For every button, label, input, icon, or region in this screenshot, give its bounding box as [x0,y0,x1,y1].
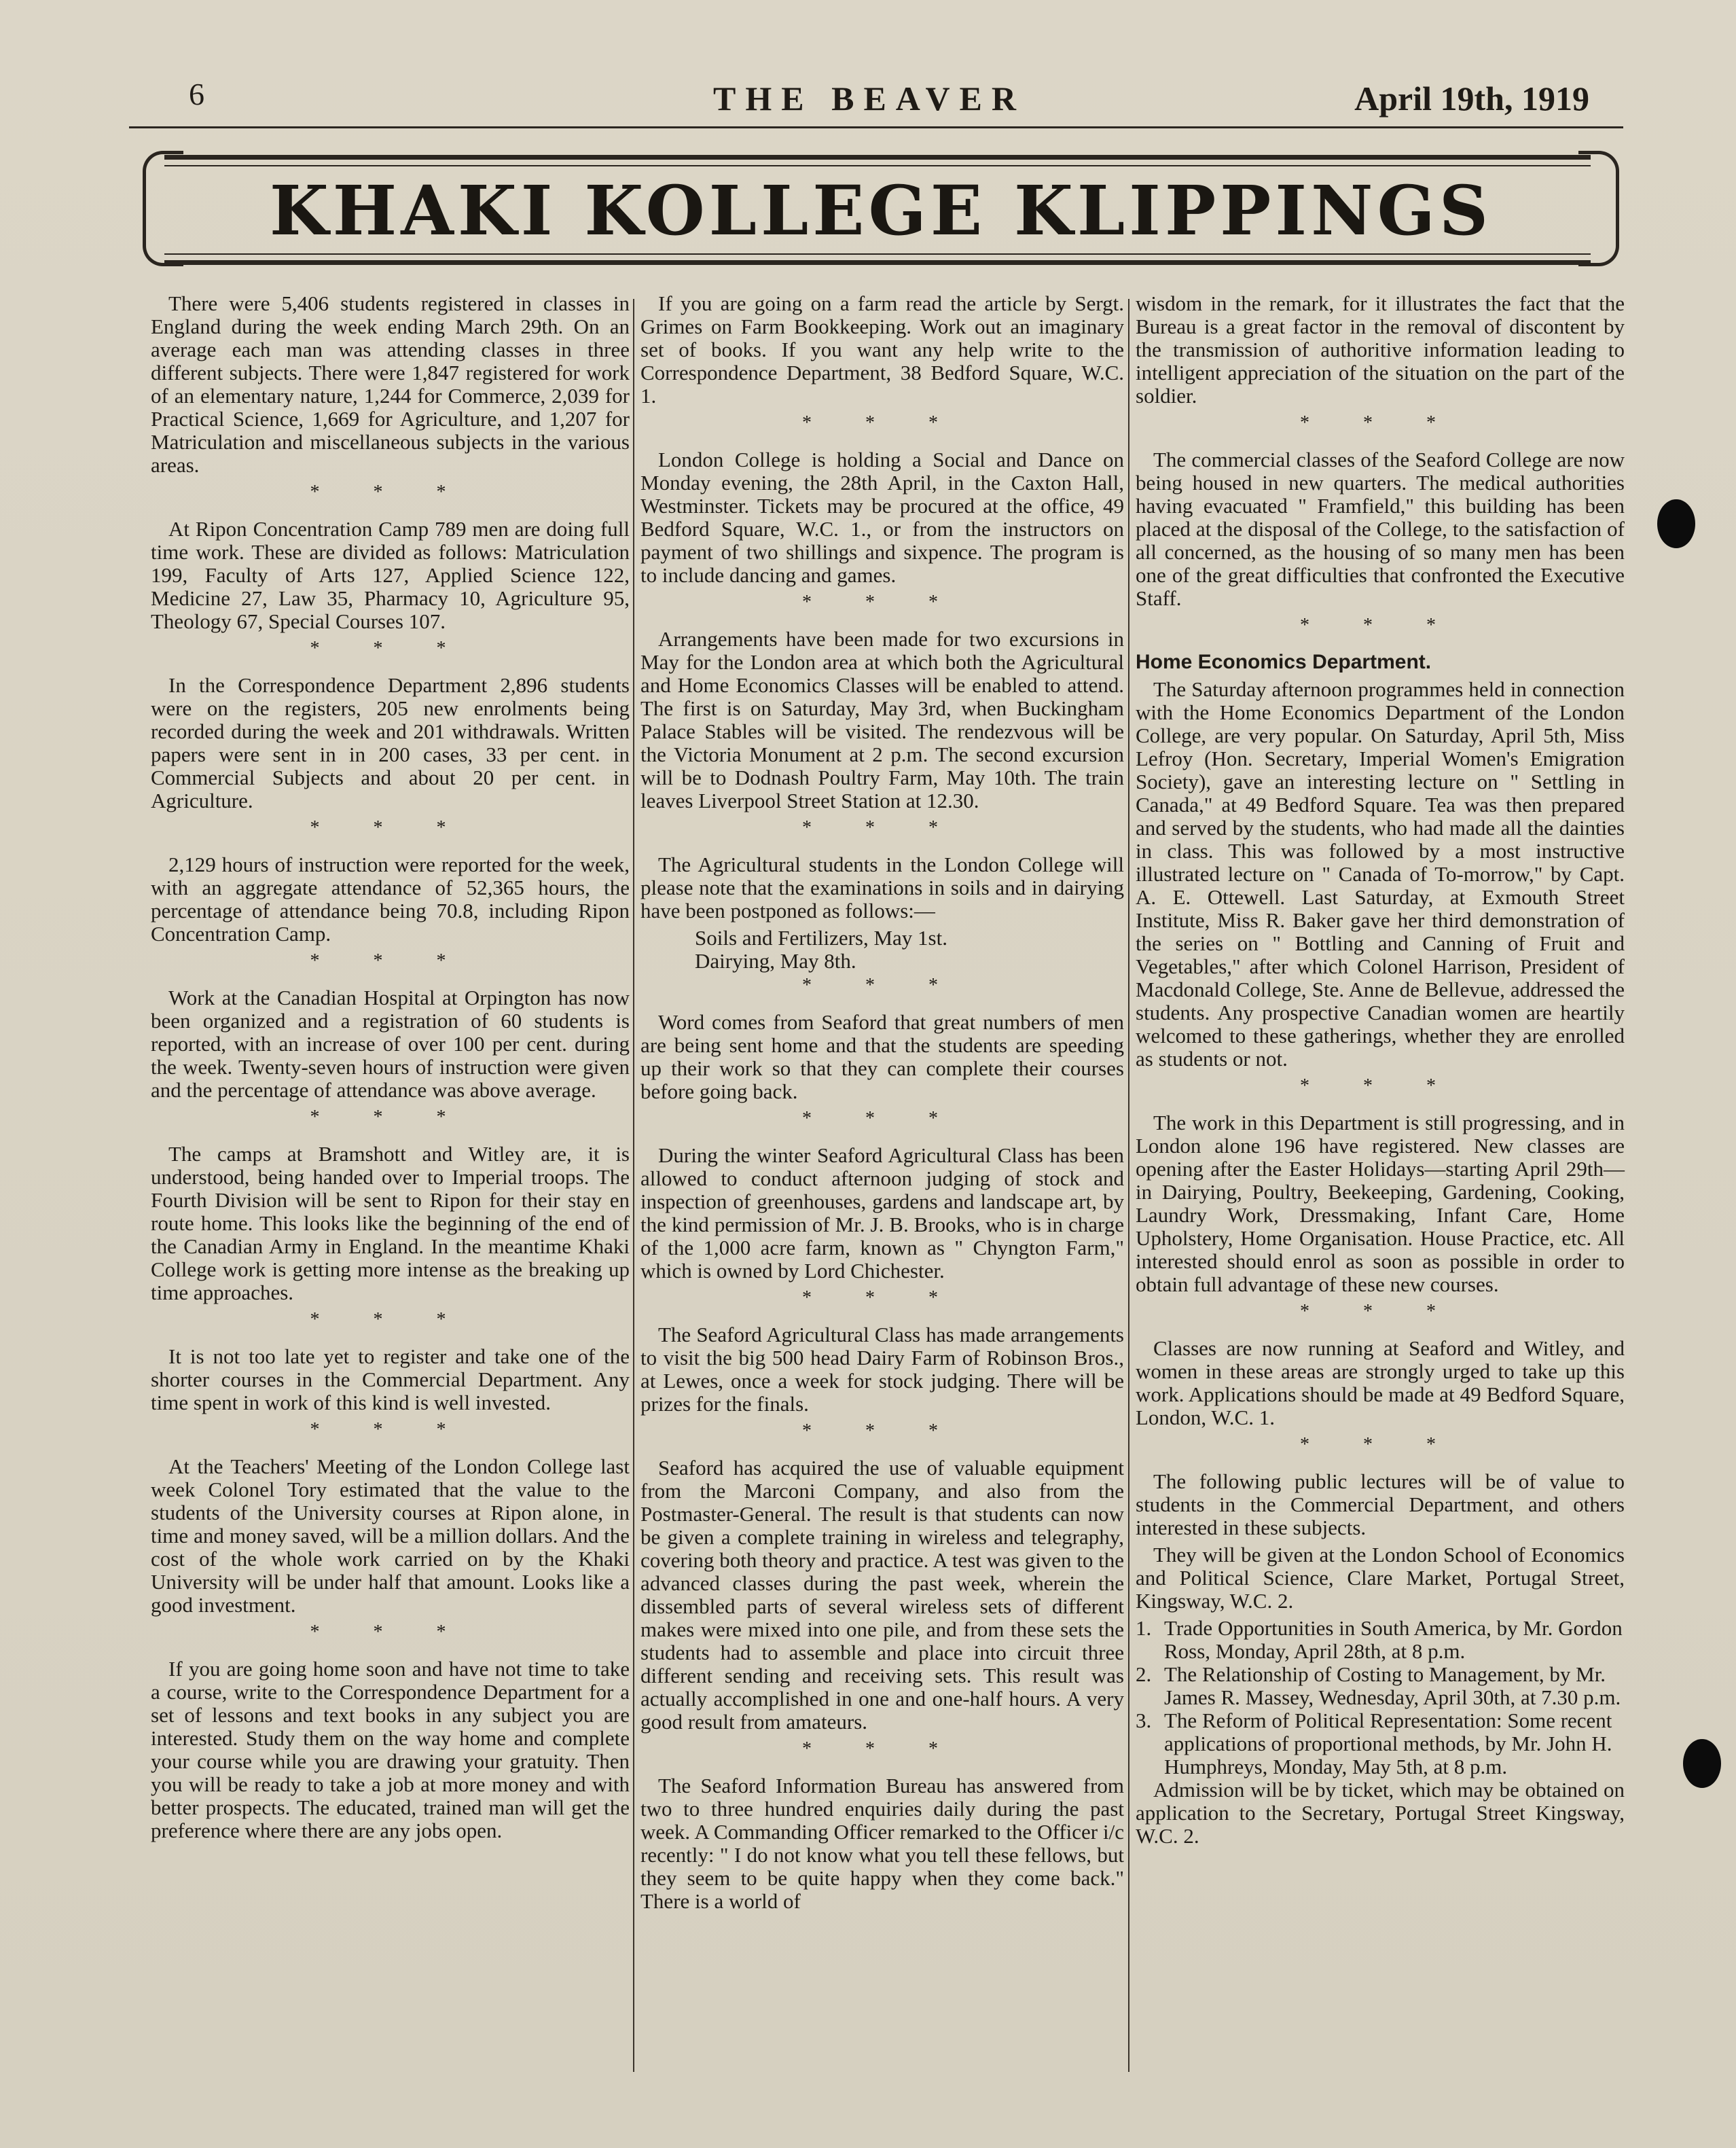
separator: * * * [310,1419,471,1440]
article-paragraph: 2,129 hours of instruction were reported for the week, with an aggregate attendance of 52,365 hours, the percentage of attendance being 70.8, including Ripon Concentration Camp. [151,853,630,946]
separator: * * * [802,975,962,996]
separator: * * * [1300,1301,1460,1322]
article-paragraph: The Saturday afternoon programmes held in connection with the Home Economics Department of the London College, are very popular. On Saturday, April 5th, Miss Lefroy (Hon. Secretary, Imperial Women's Emigration Society), gave an interesting lecture on " Settling in Canada," at 49 Bedford Square. Tea was then prepared and served by the students, who had made all the dainties in class. This was followed by a most instructive illustrated lecture on " Canada of To-morrow," by Capt. A. E. Ottewell. Last Saturday, at Exmouth Street Institute, Miss R. Baker gave her third demonstration of the series on " Bottling and Canning of Fruit and Vegetables," after which Colonel Harrison, President of Macdonald College, Ste. Anne de Bellevue, addressed the students. Any prospective Canadian women are heartily welcomed to these gatherings, whether they are enrolled as students or not. [1136,677,1625,1071]
separator: * * * [310,817,471,838]
article-paragraph: If you are going on a farm read the article by Sergt. Grimes on Farm Bookkeeping. Work out an imaginary set of books. If you want any help write to the Correspondence Department, 38 Bedford Square, W.C. 1. [640,291,1124,408]
lecture-text: Trade Opportunities in South America, by Mr. Gordon Ross, Monday, April 28th, at 8 p.m. [1164,1616,1623,1663]
binder-hole [1683,1739,1721,1788]
article-paragraph: Admission will be by ticket, which may be obtained on application to the Secretary, Portugal Street Kingsway, W.C. 2. [1136,1778,1625,1848]
issue-date: April 19th, 1919 [1354,79,1589,118]
separator: * * * [1300,615,1460,636]
separator: * * * [802,1738,962,1759]
separator: * * * [802,412,962,433]
separator: * * * [310,638,471,659]
article-paragraph: They will be given at the London School of Economics and Political Science, Clare Market, Portugal Street, Kingsway, W.C. 2. [1136,1543,1625,1613]
column-1 [151,292,630,2086]
lecture-number: 3. [1136,1708,1152,1732]
section-banner [158,151,1604,268]
separator: * * * [802,1108,962,1129]
article-paragraph: At the Teachers' Meeting of the London College last week Colonel Tory estimated that the value to the students of the University courses at Ripon alone, in time and money saved, will be a million dollars. And the cost of the whole work carried on by the Khaki University will be under half that amount. Looks like a good investment. [151,1454,630,1617]
article-paragraph: The work in this Department is still progressing, and in London alone 196 have registered. New classes are opening after the Easter Holidays—starting April 29th—in Dairying, Poultry, Beekeeping, Gardening, Cooking, Laundry Work, Dressmaking, Infant Care, Home Upholstery, Home Organisation. House Practice, etc. All interested should enrol as soon as possible in order to obtain full advantage of these new courses. [1136,1111,1625,1296]
article-paragraph: There were 5,406 students registered in classes in England during the week ending March 29th. On an average each man was attending classes in three different subjects. There were 1,847 registered for work of an elementary nature, 1,244 for Commerce, 2,039 for Practical Science, 1,669 for Agriculture, and 1,207 for Matriculation and miscellaneous subjects in the various areas. [151,291,630,477]
exam-date: Soils and Fertilizers, May 1st. [695,926,947,950]
publication-title: THE BEAVER [713,79,1026,118]
exam-date: Dairying, May 8th. [695,949,856,973]
separator: * * * [1300,412,1460,433]
separator: * * * [802,1287,962,1308]
lecture-number: 1. [1136,1616,1152,1640]
column-rule [1128,299,1129,2072]
column-3 [1136,292,1625,2086]
separator: * * * [802,1420,962,1442]
article-paragraph: London College is holding a Social and Dance on Monday evening, the 28th April, in the Caxton Hall, Westminster. Tickets may be procured at the office, 49 Bedford Square, W.C. 1., or from the instructors on payment of two shillings and sixpence. The program is to include dancing and games. [640,448,1124,587]
article-paragraph: The camps at Bramshott and Witley are, it is understood, being handed over to Imperial troops. The Fourth Division will be sent to Ripon for their stay en route home. This looks like the beginning of the end of the Canadian Army in England. In the meantime Khaki College work is getting more intense as the breaking up time approaches. [151,1142,630,1304]
article-paragraph: At Ripon Concentration Camp 789 men are doing full time work. These are divided as follows: Matriculation 199, Faculty of Arts 127, Applied Science 122, Medicine 27, Law 35, Pharmacy 10, Agriculture 95, Theology 67, Special Courses 107. [151,517,630,633]
lecture-text: The Relationship of Costing to Management, by Mr. James R. Massey, Wednesday, April 30th, at 7.30 p.m. [1164,1662,1621,1709]
article-paragraph: The Seaford Information Bureau has answered from two to three hundred enquiries daily during the past week. A Commanding Officer remarked to the Officer i/c recently: " I do not know what you tell these fellows, but they seem to be quite happy when they come back." There is a world of [640,1774,1124,1913]
article-paragraph: The commercial classes of the Seaford College are now being housed in new quarters. The medical authorities having evacuated " Framfield," this building has been placed at the disposal of the College, to the satisfaction of all concerned, as the housing of so many men has been one of the great difficulties that confronted the Executive Staff. [1136,448,1625,610]
lecture-text: The Reform of Political Representation: Some recent applications of proportional methods, by Mr. John H. Humphreys, Monday, May 5th, at 8 p.m. [1164,1708,1612,1778]
column-rule [633,299,634,2072]
separator: * * * [310,1622,471,1643]
article-paragraph: The following public lectures will be of value to students in the Commercial Department, and others interested in these subjects. [1136,1469,1625,1539]
separator: * * * [310,482,471,503]
section-title: KHAKI KOLLEGE KLIPPINGS [269,171,1493,251]
article-paragraph: wisdom in the remark, for it illustrates the fact that the Bureau is a great factor in the removal of discontent by the transmission of authoritive information leading to intelligent appreciation of the situation on the part of the soldier. [1136,291,1625,408]
article-paragraph: In the Correspondence Department 2,896 students were on the registers, 205 new enrolments being recorded during the week and 201 withdrawals. Written papers were sent in in 200 cases, 33 per cent. in Commercial Subjects and about 20 per cent. in Agriculture. [151,673,630,812]
page-header [129,76,1610,124]
separator: * * * [802,817,962,838]
article-paragraph: Arrangements have been made for two excursions in May for the London area at which both the Agricultural and Home Economics Classes will be enabled to attend. The first is on Saturday, May 3rd, when Buckingham Palace Stables will be visited. The rendezvous will be the Victoria Monument at 2 p.m. The second excursion will be to Dodnash Poultry Farm, May 10th. The train leaves Liverpool Street Station at 12.30. [640,627,1124,812]
separator: * * * [1300,1434,1460,1455]
article-paragraph: Seaford has acquired the use of valuable equipment from the Marconi Company, and also from the Postmaster-General. The result is that students can now be given a complete training in wireless and telegraphy, covering both theory and practice. A test was given to the advanced classes during the past week, wherein the dissembled parts of several wireless sets of different makes were mixed into one pile, and from these sets the students had to assemble and place into circuit three different sending and receiving sets. This result was actually accomplished in one and one-half hours. A very good result from amateurs. [640,1456,1124,1734]
page-number: 6 [189,77,204,111]
section-heading: Home Economics Department. [1136,651,1432,673]
separator: * * * [310,950,471,971]
separator: * * * [310,1309,471,1330]
article-paragraph: It is not too late yet to register and take one of the shorter courses in the Commercial Department. Any time spent in work of this kind is well invested. [151,1344,630,1414]
article-paragraph: The Seaford Agricultural Class has made arrangements to visit the big 500 head Dairy Farm of Robinson Bros., at Lewes, once a week for stock judging. There will be prizes for the finals. [640,1323,1124,1416]
article-paragraph: Classes are now running at Seaford and Witley, and women in these areas are strongly urged to take up this work. Applications should be made at 49 Bedford Square, London, W.C. 1. [1136,1336,1625,1429]
separator: * * * [310,1107,471,1128]
separator: * * * [1300,1075,1460,1096]
article-paragraph: The Agricultural students in the London College will please note that the examinations in soils and in dairying have been postponed as follows:— [640,853,1124,923]
article-paragraph: Word comes from Seaford that great numbers of men are being sent home and that the students are speeding up their work so that they can complete their courses before going back. [640,1010,1124,1103]
lecture-item [1136,1617,1625,1663]
column-2 [640,292,1124,2086]
article-paragraph: If you are going home soon and have not time to take a course, write to the Correspondence Department for a set of lessons and text books in any subject you are interested. Study them on the way home and complete your course while you are drawing your gratuity. Then you will be ready to take a job at more money and with better prospects. The educated, trained man will get the preference where there are any jobs open. [151,1657,630,1842]
article-paragraph: Work at the Canadian Hospital at Orpington has now been organized and a registration of 60 students is reported, with an increase of over 100 per cent. during the week. Twenty-seven hours of instruction were given and the percentage of attendance was above average. [151,986,630,1102]
lecture-item [1136,1663,1625,1709]
lecture-number: 2. [1136,1662,1152,1686]
separator: * * * [802,592,962,613]
lecture-item [1136,1709,1625,1778]
binder-hole [1657,499,1695,548]
header-rule [129,126,1623,128]
article-paragraph: During the winter Seaford Agricultural Class has been allowed to conduct afternoon judging of stock and inspection of greenhouses, gardens and landscape art, by the kind permission of Mr. J. B. Brooks, who is in charge of the 1,000 acre farm, known as " Chyngton Farm," which is owned by Lord Chichester. [640,1143,1124,1283]
